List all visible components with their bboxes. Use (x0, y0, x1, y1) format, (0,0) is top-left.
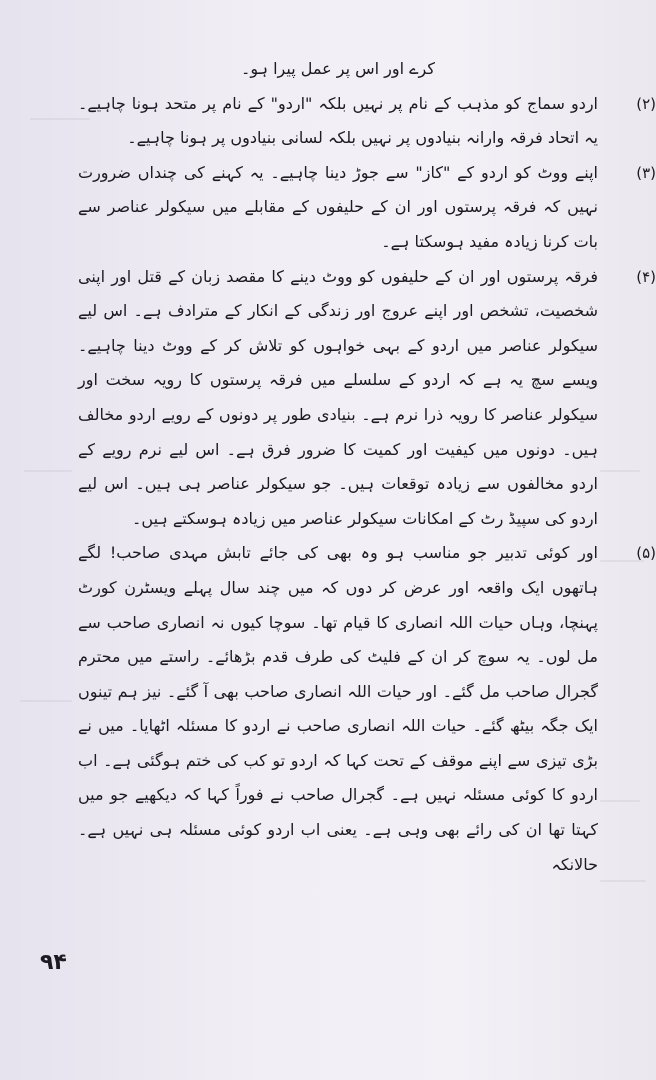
body-text (78, 52, 656, 882)
paragraph-text: اور کوئی تدبیر جو مناسب ہو وہ بھی کی جائے تابش مہدی صاحب! لگے ہاتھوں ایک واقعہ اور عرض کر دوں کہ میں چند سال پہلے ویسٹرن کورٹ پہنچا، وہاں حیات اللہ انصاری کا قیام تھا۔ سوچا کیوں نہ انصاری صاحب سے مل لوں۔ یہ سوچ کر ان کے فلیٹ کی طرف قدم بڑھائے۔ راستے میں محترم گجرال صاحب مل گئے۔ اور حیات اللہ انصاری صاحب بھی آ گئے۔ نیز ہم تینوں ایک جگہ بیٹھ گئے۔ حیات اللہ انصاری صاحب نے اردو کا مسئلہ اٹھایا۔ میں نے بڑی تیزی سے اپنے موقف کے تحت کہا کہ اردو تو کب کی ختم ہوگئی ہے۔ اب اردو کا کوئی مسئلہ نہیں ہے۔ گجرال صاحب نے فوراً کہا کہ دیکھیے جو میں کہتا تھا ان کی رائے بھی وہی ہے۔ یعنی اب اردو کوئی مسئلہ ہی نہیں ہے۔ حالانکہ (78, 543, 598, 874)
paragraph-5 (78, 536, 656, 882)
paragraph-text: فرقہ پرستوں اور ان کے حلیفوں کو ووٹ دینے کا مقصد زبان کے قتل اور اپنی شخصیت، تشخص اور اپنے عروج اور زندگی کے انکار کے مترادف ہے۔ اس لیے سیکولر عناصر میں اردو کے بہی خواہوں کو تلاش کر کے ووٹ دینا چاہیے۔ ویسے سچ یہ ہے کہ اردو کے سلسلے میں فرقہ پرستوں کا رویہ سخت اور سیکولر عناصر کا رویہ ذرا نرم ہے۔ بنیادی طور پر دونوں کے رویے اردو مخالف ہیں۔ دونوں میں کیفیت اور کمیت کا ضرور فرق ہے۔ اس لیے نرم رویے کے اردو مخالفوں سے زیادہ توقعات ہیں۔ جو سیکولر عناصر ہی ہیں۔ اس لیے اردو کی سپیڈ رٹ کے امکانات سیکولر عناصر میں زیادہ ہوسکتے ہیں۔ (78, 266, 598, 528)
paragraph-number: (۳) (636, 163, 656, 182)
paragraph-number: (۴) (636, 267, 656, 286)
paragraph-number: (۲) (636, 94, 656, 113)
paragraph-text: اردو سماج کو مذہب کے نام پر نہیں بلکہ "اردو" کے نام پر متحد ہونا چاہیے۔ یہ اتحاد فرقہ وارانہ بنیادوں پر نہیں بلکہ لسانی بنیادوں پر ہونا چاہیے۔ (78, 93, 598, 148)
paragraph-3 (78, 156, 656, 260)
continuation-line: کرے اور اس پر عمل پیرا ہو۔ (241, 59, 435, 78)
page-number: ۹۴ (40, 950, 67, 975)
paragraph-text: اپنے ووٹ کو اردو کے "کاز" سے جوڑ دینا چاہیے۔ یہ کہنے کی چنداں ضرورت نہیں کہ فرقہ پرستوں اور ان کے حلیفوں کے مقابلے میں سیکولر عناصر سے بات کرنا زیادہ مفید ہوسکتا ہے۔ (78, 162, 598, 251)
paragraph-4 (78, 260, 656, 537)
paragraph-2 (78, 87, 656, 156)
paragraph-number: (۵) (636, 544, 656, 563)
